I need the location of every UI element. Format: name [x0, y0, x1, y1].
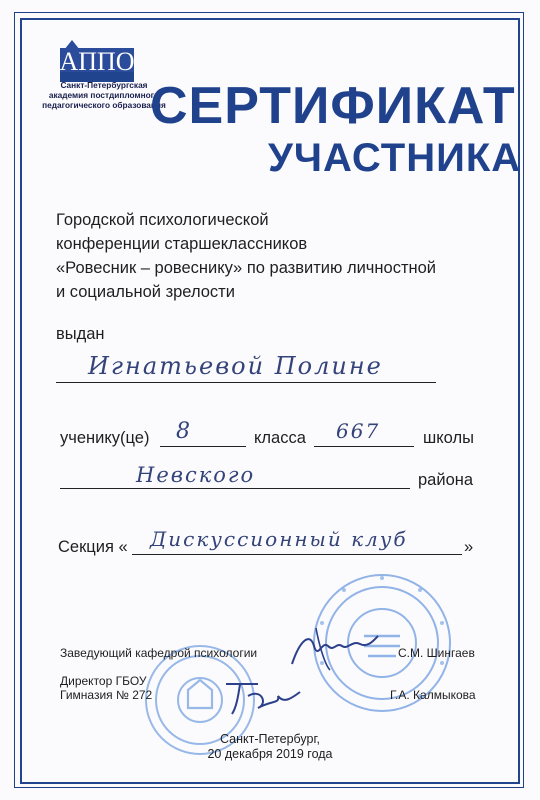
conference-line-4: и социальной зрелости — [56, 283, 235, 301]
recipient-name: Игнатьевой Полине — [88, 352, 383, 380]
head-title: Заведующий кафедрой психологии — [60, 646, 258, 660]
conference-line-1: Городской психологической — [56, 211, 269, 229]
academy-line-2: академия постдипломного — [48, 90, 160, 100]
conference-line-3: «Ровесник – ровеснику» по развитию личностной — [56, 259, 437, 277]
school-underline — [314, 446, 414, 447]
certificate-subtitle: УЧАСТНИКА — [268, 136, 522, 180]
district-underline — [60, 488, 410, 489]
director-signature-icon — [218, 674, 308, 720]
head-name: С.М. Шингаев — [398, 646, 475, 660]
section-value: Дискуссионный клуб — [150, 527, 408, 551]
grade-value: 8 — [176, 419, 192, 444]
academy-line-1: Санкт-Петербургская — [60, 80, 148, 90]
footer — [150, 732, 390, 762]
issued-label: выдан — [56, 325, 105, 343]
section-underline — [132, 554, 462, 555]
academy-line-3: педагогического образования — [42, 100, 166, 110]
class-label: класса — [254, 429, 306, 447]
footer-city: Санкт-Петербург, — [220, 732, 320, 746]
conference-line-2: конференции старшеклассников — [56, 235, 308, 253]
certificate-title: СЕРТИФИКАТ — [150, 77, 516, 135]
footer-date: 20 декабря 2019 года — [207, 747, 333, 761]
academy-name — [40, 80, 168, 110]
section-close: » — [464, 538, 474, 556]
school-value: 667 — [336, 419, 381, 443]
school-label: школы — [423, 429, 474, 447]
director-title-1: Директор ГБОУ — [60, 674, 147, 688]
head-signature-icon — [286, 620, 382, 674]
director-title-2: Гимназия № 272 — [60, 688, 153, 702]
conference-description — [56, 208, 436, 304]
logo-text: АППО — [59, 47, 135, 76]
student-label: ученику(це) — [60, 429, 150, 447]
section-label: Секция « — [58, 538, 128, 556]
director-name: Г.А. Калмыкова — [390, 688, 476, 702]
district-label: района — [418, 471, 474, 489]
grade-underline — [160, 446, 246, 447]
name-underline — [56, 382, 436, 383]
district-value: Невского — [136, 463, 256, 487]
appo-logo-icon — [58, 38, 136, 82]
